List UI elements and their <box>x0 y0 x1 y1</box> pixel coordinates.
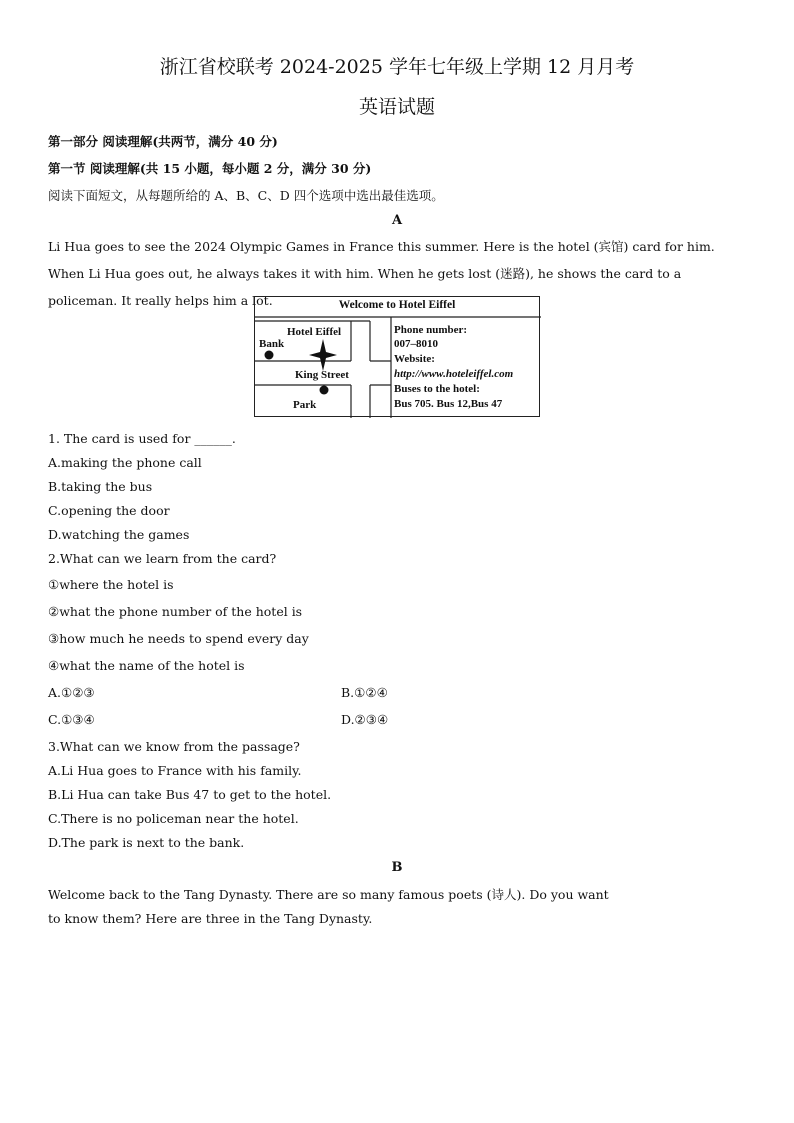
q2-option-c: C.①③④ <box>48 712 95 727</box>
card-title: Welcome to Hotel Eiffel <box>338 299 456 311</box>
map-label-street: King Street <box>295 369 349 381</box>
q2-statement-2: ②what the phone number of the hotel is <box>48 604 303 619</box>
map-label-bank: Bank <box>259 338 285 350</box>
q3-option-a: A.Li Hua goes to France with his family. <box>48 763 302 778</box>
phone-label: Phone number: <box>394 324 468 336</box>
q1-stem: 1. The card is used for ______. <box>48 431 236 446</box>
section-heading: 第一节 阅读理解(共 15 小题，每小题 2 分，满分 30 分) <box>48 161 372 176</box>
passage-a-label: A <box>391 213 403 228</box>
q2-statement-3: ③how much he needs to spend every day <box>48 631 309 646</box>
passage-a-text: Li Hua goes to see the 2024 Olympic Games in France this summer. Here is the hotel (宾馆) card for him. When Li Hua goes out, he always takes it with him. When he gets lost (迷路), he shows the card to a policeman. It really helps him a lot. <box>48 239 715 308</box>
park-dot-icon <box>320 386 329 395</box>
buses-list: Bus 705. Bus 12,Bus 47 <box>394 398 503 410</box>
buses-label: Buses to the hotel: <box>394 383 480 395</box>
q3-option-b: B.Li Hua can take Bus 47 to get to the hotel. <box>48 787 332 802</box>
q2-option-b: B.①②④ <box>341 685 388 700</box>
passage-b-line-2: to know them? Here are three in the Tang Dynasty. <box>48 911 373 926</box>
q1-option-b: B.taking the bus <box>48 479 153 494</box>
website-url: http://www.hoteleiffel.com <box>394 368 514 380</box>
q2-stem: 2.What can we learn from the card? <box>48 551 277 566</box>
q2-statement-4: ④what the name of the hotel is <box>48 658 245 673</box>
passage-b-label: B <box>391 860 403 875</box>
page-title: 浙江省校联考 2024-2025 学年七年级上学期 12 月月考 <box>159 56 635 78</box>
hotel-star-icon <box>309 339 337 371</box>
map-label-park: Park <box>293 399 317 411</box>
q3-stem: 3.What can we know from the passage? <box>48 739 300 754</box>
page-subtitle: 英语试题 <box>358 96 435 118</box>
instruction-text: 阅读下面短文，从每题所给的 A、B、C、D 四个选项中选出最佳选项。 <box>48 188 444 203</box>
q1-option-a: A.making the phone call <box>48 455 202 470</box>
q2-statement-1: ①where the hotel is <box>48 577 174 592</box>
passage-b-line-1: Welcome back to the Tang Dynasty. There are so many famous poets (诗人). Do you want <box>48 887 609 902</box>
q1-option-d: D.watching the games <box>48 527 190 542</box>
q2-option-d: D.②③④ <box>341 712 389 727</box>
q3-option-c: C.There is no policeman near the hotel. <box>48 811 299 826</box>
hotel-card <box>254 296 540 417</box>
q2-option-a: A.①②③ <box>48 685 95 700</box>
website-label: Website: <box>394 353 435 365</box>
bank-dot-icon <box>265 351 274 360</box>
map-label-hotel: Hotel Eiffel <box>287 326 342 338</box>
phone-number: 007–8010 <box>394 338 438 350</box>
q1-option-c: C.opening the door <box>48 503 170 518</box>
q3-option-d: D.The park is next to the bank. <box>48 835 245 850</box>
part-heading: 第一部分 阅读理解(共两节，满分 40 分) <box>48 134 278 149</box>
